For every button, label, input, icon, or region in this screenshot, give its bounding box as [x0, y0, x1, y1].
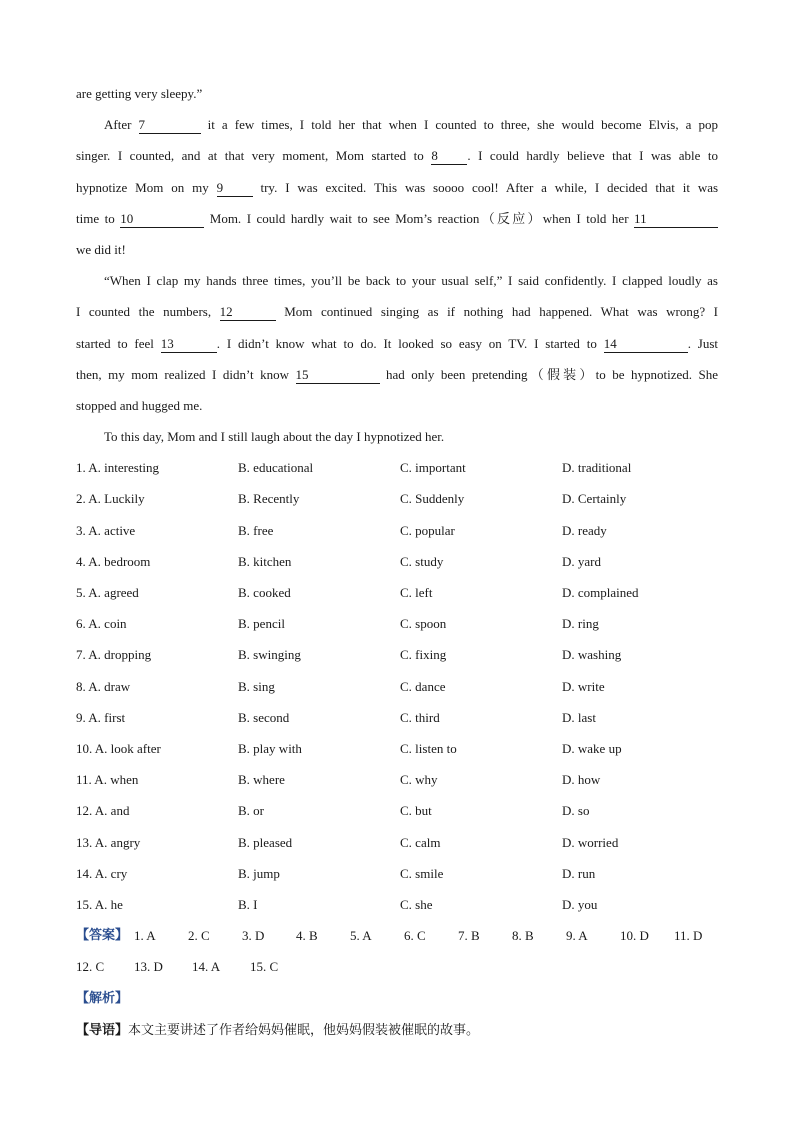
answers-row-2: [76, 951, 718, 982]
option-choice[interactable]: B. sing: [238, 678, 275, 694]
option-row: [76, 546, 718, 577]
passage-line-6: we did it!: [76, 241, 126, 257]
option-choice[interactable]: 15. A. he: [76, 896, 123, 912]
option-choice[interactable]: B. cooked: [238, 585, 291, 600]
option-choice[interactable]: B. educational: [238, 460, 314, 476]
answer-item: 7. B: [458, 928, 480, 944]
answer-item: 5. A: [350, 928, 372, 944]
answer-item: 3. D: [242, 928, 265, 944]
option-row: [76, 515, 718, 546]
blank-7[interactable]: 7: [139, 117, 201, 134]
option-choice[interactable]: C. but: [400, 803, 432, 819]
blank-15[interactable]: 15: [296, 367, 380, 384]
blank-14[interactable]: 14: [604, 336, 688, 353]
answer-item: 6. C: [404, 928, 426, 944]
option-choice[interactable]: B. jump: [238, 865, 280, 881]
option-choice[interactable]: B. Recently: [238, 491, 300, 507]
analysis-heading: 【解析】: [76, 991, 129, 1007]
answer-label: 【答案】: [76, 928, 129, 944]
option-choice[interactable]: D. traditional: [562, 460, 632, 476]
passage-line-5: time to 10 Mom. I could hardly wait to see Mom’s reaction（反应）when I told her 11: [76, 203, 718, 234]
passage-line-1: are getting very sleepy.”: [76, 86, 203, 101]
option-choice[interactable]: D. yard: [562, 553, 601, 569]
option-choice[interactable]: 9. A. first: [76, 709, 126, 725]
option-row: [76, 671, 718, 702]
option-choice[interactable]: C. spoon: [400, 616, 447, 632]
answer-item: 8. B: [512, 928, 534, 944]
option-choice[interactable]: D. ready: [562, 522, 607, 538]
option-choice[interactable]: C. third: [400, 709, 440, 725]
option-choice[interactable]: C. fixing: [400, 647, 447, 663]
answer-item: 12. C: [76, 959, 105, 975]
blank-12[interactable]: 12: [220, 304, 276, 321]
answer-item: 4. B: [296, 928, 318, 944]
option-choice[interactable]: B. swinging: [238, 647, 301, 663]
option-choice[interactable]: 11. A. when: [76, 772, 139, 788]
option-choice[interactable]: B. pleased: [238, 834, 293, 850]
option-choice[interactable]: B. kitchen: [238, 553, 292, 569]
answer-item: 11. D: [674, 928, 703, 944]
passage-line-7: “When I clap my hands three times, you’ll be back to your usual self,” I said confidently. I clapped loudly as: [104, 273, 718, 289]
option-choice[interactable]: B. where: [238, 772, 285, 788]
blank-9[interactable]: 9: [217, 180, 253, 197]
option-choice[interactable]: D. how: [562, 772, 601, 788]
option-choice[interactable]: 12. A. and: [76, 803, 130, 819]
option-choice[interactable]: C. listen to: [400, 740, 457, 756]
passage-line-11: stopped and hugged me.: [76, 397, 203, 413]
option-choice[interactable]: C. she: [400, 896, 433, 912]
option-choice[interactable]: C. Suddenly: [400, 491, 465, 507]
passage-line-4: hypnotize Mom on my 9 try. I was excited. This was soooo cool! After a while, I decided that it was: [76, 179, 719, 195]
passage-line-10: then, my mom realized I didn’t know 15 had only been pretending（假装）to be hypnotized. She: [76, 366, 718, 382]
answer-item: 14. A: [192, 959, 221, 975]
option-choice[interactable]: D. last: [562, 709, 596, 725]
answer-item: 15. C: [250, 959, 279, 975]
option-choice[interactable]: D. you: [562, 896, 598, 912]
blank-8[interactable]: 8: [431, 148, 467, 165]
guide-line: 【导语】本文主要讲述了作者给妈妈催眠，他妈妈假装被催眠的故事。: [76, 1022, 480, 1038]
blank-11[interactable]: 11: [634, 211, 718, 228]
passage-line-12: To this day, Mom and I still laugh about the day I hypnotized her.: [104, 429, 445, 445]
passage-line-9: started to feel 13 . I didn’t know what to do. It looked so easy on TV. I started to 14 . Just: [76, 335, 719, 351]
blank-13[interactable]: 13: [161, 336, 217, 353]
answer-item: 9. A: [566, 928, 588, 944]
option-row: [76, 702, 718, 733]
option-choice[interactable]: B. or: [238, 803, 264, 819]
option-choice[interactable]: D. write: [562, 678, 605, 694]
answer-item: 1. A: [134, 928, 156, 944]
document-page: [76, 78, 718, 1045]
option-row: [76, 577, 718, 608]
option-choice[interactable]: B. pencil: [238, 616, 285, 632]
option-choice[interactable]: D. washing: [562, 647, 622, 663]
option-choice[interactable]: C. why: [400, 772, 438, 788]
option-choice[interactable]: B. free: [238, 522, 274, 538]
option-row: [76, 483, 718, 514]
option-choice[interactable]: D. so: [562, 803, 590, 819]
option-choice[interactable]: D. complained: [562, 585, 639, 600]
option-choice[interactable]: C. study: [400, 553, 444, 569]
blank-10[interactable]: 10: [120, 211, 204, 228]
option-choice[interactable]: B. second: [238, 709, 290, 725]
passage-line-3: singer. I counted, and at that very moment, Mom started to 8 . I could hardly believe that I was able to: [76, 148, 719, 164]
option-choice[interactable]: B. I: [238, 896, 258, 912]
answers-row-1: [76, 920, 718, 951]
option-row: [76, 733, 718, 764]
option-row: [76, 858, 718, 889]
answer-item: 10. D: [620, 928, 649, 944]
option-choice[interactable]: D. ring: [562, 616, 599, 632]
option-choice[interactable]: 8. A. draw: [76, 678, 131, 694]
option-choice[interactable]: 4. A. bedroom: [76, 553, 151, 569]
option-row: [76, 452, 718, 483]
option-choice[interactable]: C. popular: [400, 522, 455, 538]
passage-line-8: I counted the numbers, 12 Mom continued singing as if nothing had happened. What was wrong? I: [76, 304, 719, 320]
option-row: [76, 795, 718, 826]
option-row: [76, 639, 718, 670]
options-list: [76, 452, 718, 920]
option-choice[interactable]: 5. A. agreed: [76, 585, 139, 600]
answer-item: 2. C: [188, 928, 210, 944]
option-choice[interactable]: D. Certainly: [562, 491, 627, 507]
option-row: [76, 608, 718, 639]
option-choice[interactable]: 13. A. angry: [76, 834, 141, 850]
option-choice[interactable]: 10. A. look after: [76, 740, 161, 756]
option-choice[interactable]: B. play with: [238, 740, 302, 756]
option-row: [76, 827, 718, 858]
option-row: [76, 889, 718, 920]
option-choice[interactable]: 2. A. Luckily: [76, 491, 145, 507]
option-choice[interactable]: D. run: [562, 865, 596, 881]
option-choice[interactable]: 7. A. dropping: [76, 647, 152, 663]
option-choice[interactable]: C. smile: [400, 865, 444, 881]
option-choice[interactable]: D. worried: [562, 834, 619, 850]
option-choice[interactable]: C. calm: [400, 834, 441, 850]
option-row: [76, 764, 718, 795]
option-choice[interactable]: C. left: [400, 585, 433, 600]
option-choice[interactable]: C. important: [400, 460, 466, 476]
option-choice[interactable]: D. wake up: [562, 740, 622, 756]
option-choice[interactable]: 14. A. cry: [76, 865, 128, 881]
option-choice[interactable]: C. dance: [400, 678, 446, 694]
option-choice[interactable]: 6. A. coin: [76, 616, 127, 632]
passage-line-2: After 7 it a few times, I told her that when I counted to three, she would become Elvis, a pop: [104, 117, 718, 133]
option-choice[interactable]: 1. A. interesting: [76, 460, 160, 476]
answer-item: 13. D: [134, 959, 163, 975]
option-choice[interactable]: 3. A. active: [76, 522, 136, 538]
